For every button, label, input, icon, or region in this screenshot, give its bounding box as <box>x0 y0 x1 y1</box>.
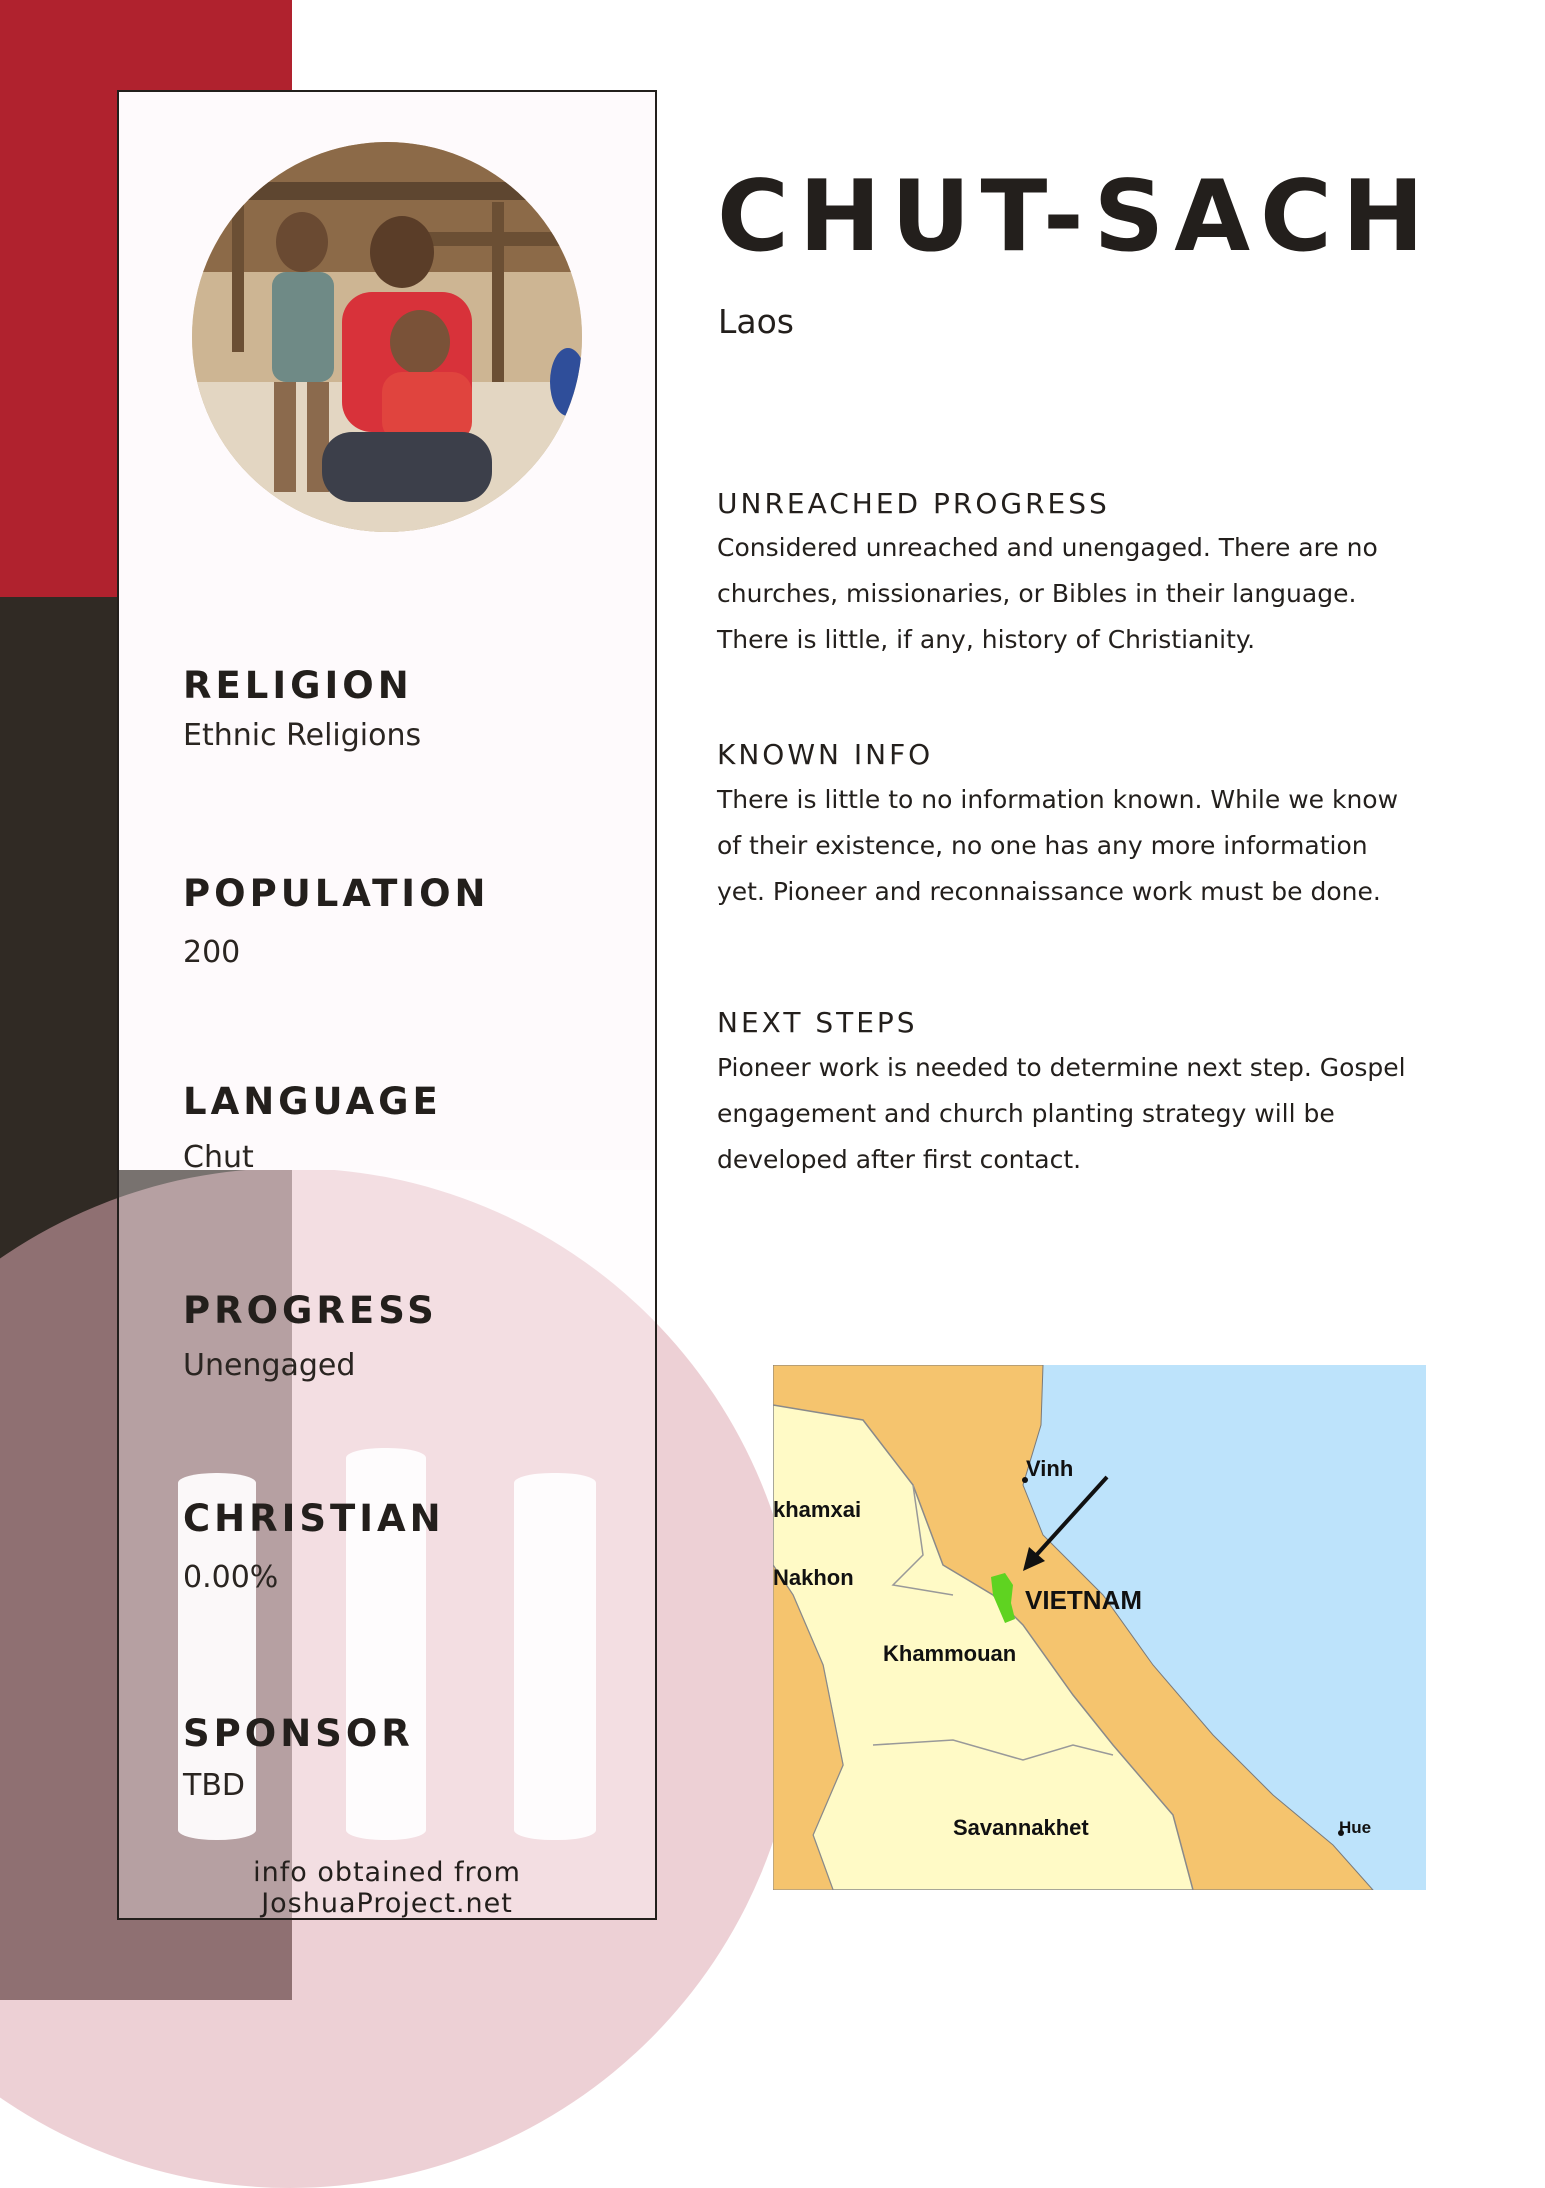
language-value: Chut <box>183 1140 254 1175</box>
unreached-heading: UNREACHED PROGRESS <box>717 487 1110 520</box>
unreached-line: Considered unreached and unengaged. There are no <box>717 533 1378 562</box>
country-subtitle: Laos <box>718 302 794 341</box>
next-steps-line: developed after first contact. <box>717 1145 1082 1174</box>
known-info-line: There is little to no information known. While we know <box>717 785 1399 814</box>
next-steps-line: engagement and church planting strategy will be <box>717 1099 1335 1128</box>
religion-value: Ethnic Religions <box>183 718 422 753</box>
map-label-hue: Hue <box>1339 1818 1372 1837</box>
known-info-body <box>717 777 1437 915</box>
language-label: LANGUAGE <box>183 1080 442 1123</box>
sponsor-value: TBD <box>183 1768 246 1803</box>
known-info-line: of their existence, no one has any more information <box>717 831 1368 860</box>
unreached-line: There is little, if any, history of Christianity. <box>717 625 1256 654</box>
map-label-vinh: Vinh <box>1026 1456 1074 1481</box>
next-steps-line: Pioneer work is needed to determine next step. Gospel <box>717 1053 1406 1082</box>
unreached-body <box>717 525 1437 663</box>
map-label-khammouan: Khammouan <box>883 1641 1017 1666</box>
christian-label: CHRISTIAN <box>183 1497 445 1540</box>
next-steps-heading: NEXT STEPS <box>717 1006 918 1039</box>
map-label-khamxai: khamxai <box>773 1497 862 1522</box>
progress-value: Unengaged <box>183 1348 356 1383</box>
next-steps-body <box>717 1045 1437 1183</box>
people-photo <box>192 142 582 532</box>
population-label: POPULATION <box>183 872 490 915</box>
map-label-vietnam: VIETNAM <box>1025 1585 1142 1615</box>
page-title: CHUT-SACH <box>717 160 1434 274</box>
source-note: info obtained from JoshuaProject.net <box>253 1857 521 1919</box>
map-label-savannakhet: Savannakhet <box>953 1815 1089 1840</box>
sponsor-label: SPONSOR <box>183 1712 414 1755</box>
christian-value: 0.00% <box>183 1560 279 1595</box>
unreached-line: churches, missionaries, or Bibles in their language. <box>717 579 1357 608</box>
location-map <box>773 1365 1426 1890</box>
population-value: 200 <box>183 935 241 970</box>
known-info-heading: KNOWN INFO <box>717 738 934 771</box>
progress-label: PROGRESS <box>183 1289 438 1332</box>
map-label-nakhon: Nakhon <box>773 1565 854 1590</box>
known-info-line: yet. Pioneer and reconnaissance work must be done. <box>717 877 1381 906</box>
religion-label: RELIGION <box>183 664 413 707</box>
